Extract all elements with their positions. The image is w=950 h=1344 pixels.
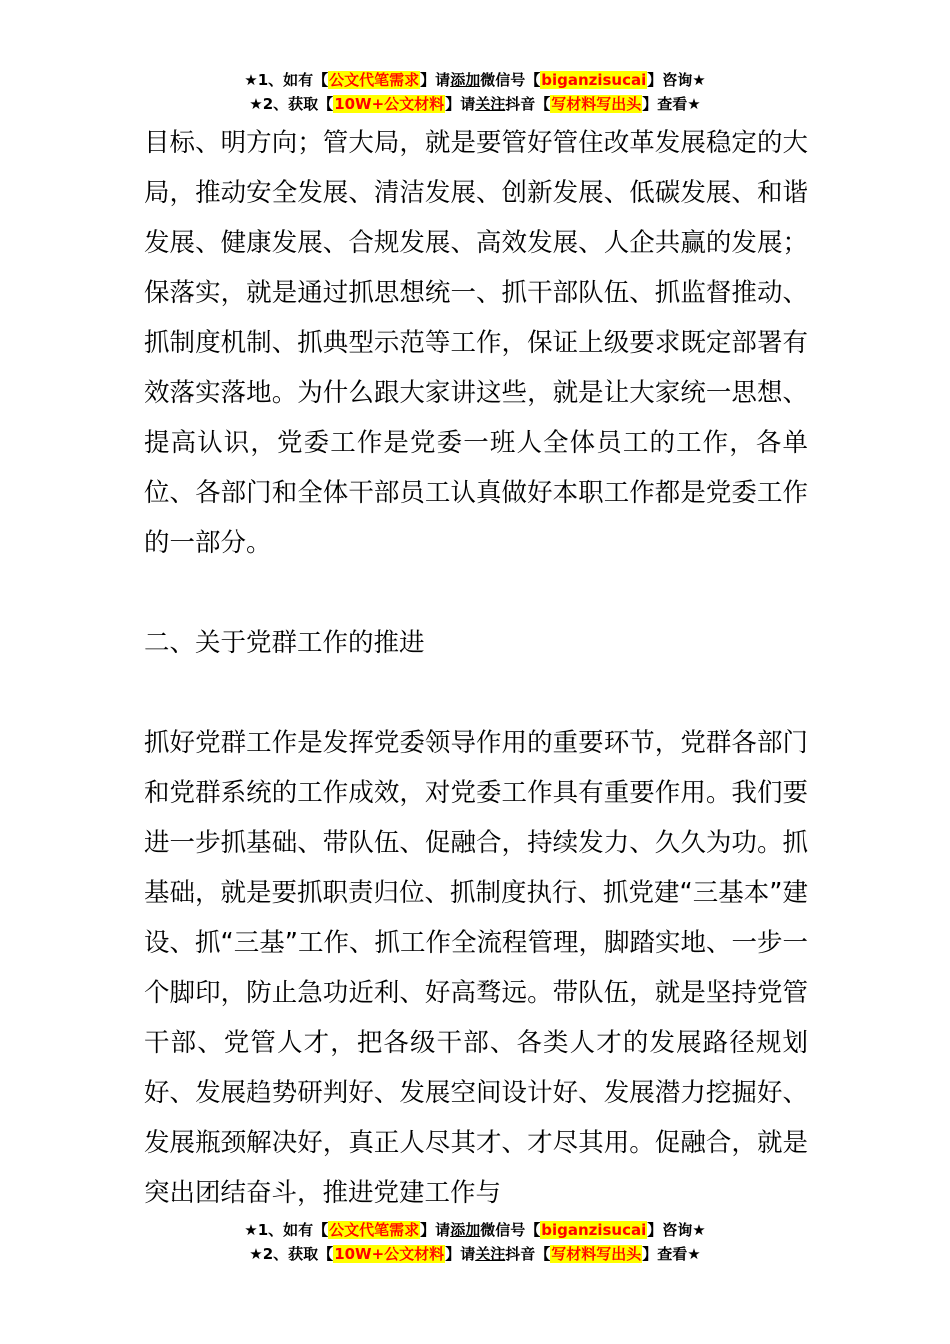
banner-highlight: 10W+公文材料 [334,95,445,113]
banner-emphasis: 关注 [475,95,506,113]
banner-text: ★2、获取【 [249,95,334,113]
section-heading: 二、关于党群工作的推进 [144,628,425,658]
banner-text: 】请 [445,1245,476,1263]
banner-line-2 [0,1242,950,1266]
banner-highlight: 公文代笔需求 [329,71,420,89]
banner-text: 】查看★ [642,95,701,113]
banner-text: 】请 [420,1221,451,1239]
banner-text: 微信号【 [480,1221,541,1239]
banner-highlight: 10W+公文材料 [334,1245,445,1263]
paragraph-1: 目标、明方向；管大局，就是要管好管住改革发展稳定的大局，推动安全发展、清洁发展、创新发展、低碳发展、和谐发展、健康发展、合规发展、高效发展、人企共赢的发展；保落实，就是通过抓思想统一、抓干部队伍、抓监督推动、抓制度机制、抓典型示范等工作，保证上级要求既定部署有效落实落地。为什么跟大家讲这些，就是让大家统一思想、提高认识，党委工作是党委一班人全体员工的工作，各单位、各部门和全体干部员工认真做好本职工作都是党委工作的一部分。 [144,128,808,558]
banner-highlight: biganzisucai [541,1221,647,1239]
document-body [144,118,808,1218]
banner-text: 】咨询★ [647,71,706,89]
banner-text: 】咨询★ [647,1221,706,1239]
banner-highlight: 写材料写出头 [551,1245,642,1263]
paragraph-2: 抓好党群工作是发挥党委领导作用的重要环节，党群各部门和党群系统的工作成效，对党委工作具有重要作用。我们要进一步抓基础、带队伍、促融合，持续发力、久久为功。抓基础，就是要抓职责归位、抓制度执行、抓党建“三基本”建设、抓“三基”工作、抓工作全流程管理，脚踏实地、一步一个脚印，防止急功近利、好高骛远。带队伍，就是坚持党管干部、党管人才，把各级干部、各类人才的发展路径规划好、发展趋势研判好、发展空间设计好、发展潜力挖掘好、发展瓶颈解决好，真正人尽其才、才尽其用。促融合，就是突出团结奋斗，推进党建工作与 [144,728,808,1208]
banner-highlight: biganzisucai [541,71,647,89]
top-banner [0,68,950,116]
banner-line-1 [0,68,950,92]
banner-text: 抖音【 [505,95,551,113]
banner-text: ★2、获取【 [249,1245,334,1263]
banner-emphasis: 关注 [475,1245,506,1263]
banner-line-2 [0,92,950,116]
banner-highlight: 写材料写出头 [551,95,642,113]
banner-text: 】请 [420,71,451,89]
banner-line-1 [0,1218,950,1242]
banner-emphasis: 添加 [450,1221,481,1239]
banner-text: 微信号【 [480,71,541,89]
banner-highlight: 公文代笔需求 [329,1221,420,1239]
banner-text: ★1、如有【 [244,71,329,89]
banner-text: 】请 [445,95,476,113]
bottom-banner [0,1218,950,1266]
banner-text: 】查看★ [642,1245,701,1263]
banner-emphasis: 添加 [450,71,481,89]
banner-text: 抖音【 [505,1245,551,1263]
banner-text: ★1、如有【 [244,1221,329,1239]
